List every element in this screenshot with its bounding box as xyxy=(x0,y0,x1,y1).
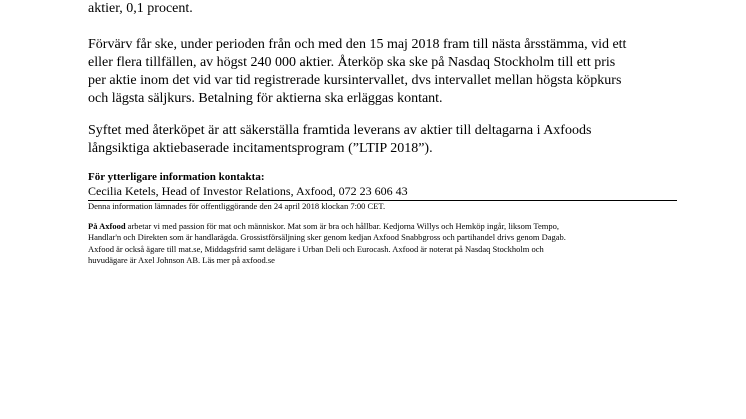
disclosure-notice: Denna information lämnades för offentliggörande den 24 april 2018 klockan 7:00 CET. xyxy=(88,201,386,211)
paragraph-buyback-purpose xyxy=(88,122,688,158)
about-line-3: Axfood är också ägare till mat.se, Middagsfrid samt delägare i Urban Deli och Eurocash. Axfood är noterat på Nasdaq Stockholm och xyxy=(88,243,544,254)
text-line: aktier, 0,1 procent. xyxy=(88,1,193,16)
paragraph-acquisition-terms xyxy=(88,36,688,108)
text-line: och lägsta säljkurs. Betalning för aktierna ska erläggas kontant. xyxy=(88,91,443,106)
about-lead: På Axfood xyxy=(88,221,126,231)
text-line: Syftet med återköpet är att säkerställa framtida leverans av aktier till deltagarna i Axfoods xyxy=(88,123,592,138)
text-line: Förvärv får ske, under perioden från och med den 15 maj 2018 fram till nästa årsstämma, vid ett xyxy=(88,37,627,52)
about-line-2: Handlar'n och Direkten som är handlarägda. Grossistförsäljning sker genom kedjan Axfood Snabbgross och partihandel drivs genom Dagab. xyxy=(88,232,566,243)
about-line-4: huvudägare är Axel Johnson AB. Läs mer på axfood.se xyxy=(88,254,275,265)
text-line: eller flera tillfällen, av högst 240 000 aktier. Återköp ska ske på Nasdaq Stockholm till ett pris xyxy=(88,55,616,70)
text-line xyxy=(88,221,688,232)
text-line: per aktie inom det vid var tid registrerade kursintervallet, dvs intervallet mellan högsta köpkurs xyxy=(88,73,622,88)
about-axfood xyxy=(88,221,688,266)
contact-heading: För ytterligare information kontakta: xyxy=(88,171,265,183)
about-line-1: arbetar vi med passion för mat och människor. Mat som är bra och hållbar. Kedjorna Willys och Hemköp ingår, liksom Tempo, xyxy=(125,221,560,231)
paragraph-share-percentage xyxy=(88,0,688,18)
text-line: långsiktiga aktiebaserade incitamentsprogram (”LTIP 2018”). xyxy=(88,141,433,156)
contact-details: Cecilia Ketels, Head of Investor Relations, Axfood, 072 23 606 43 xyxy=(88,184,408,198)
